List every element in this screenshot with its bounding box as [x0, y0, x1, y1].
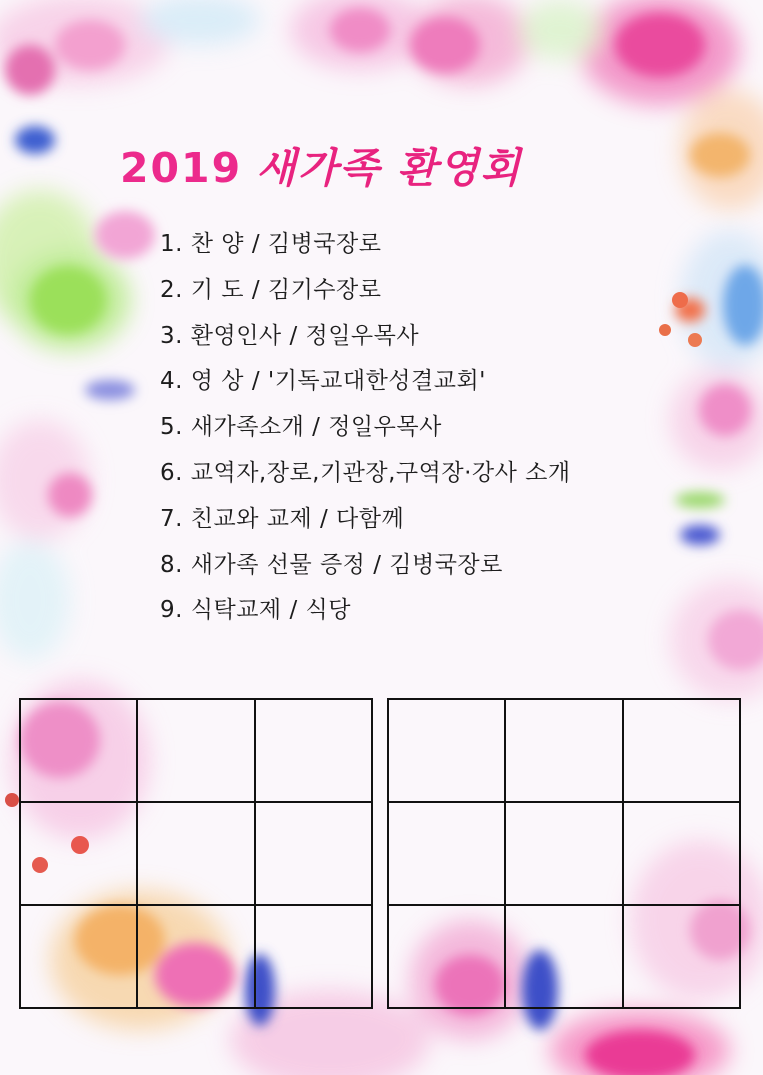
program-item: 7. 친교와 교제 / 다함께 — [160, 505, 405, 532]
program-item: 8. 새가족 선물 증정 / 김병국장로 — [160, 551, 503, 578]
grid-row — [388, 699, 740, 802]
grid-cell — [388, 905, 505, 1008]
grid-cell — [20, 802, 137, 905]
grid-cell — [137, 802, 254, 905]
grid-cell — [623, 699, 740, 802]
program-list — [160, 222, 571, 634]
grid-cell — [255, 699, 372, 802]
grid-cell — [623, 802, 740, 905]
program-item: 6. 교역자,장로,기관장,구역장·강사 소개 — [160, 459, 571, 486]
grid-cell — [623, 905, 740, 1008]
page-title — [120, 138, 640, 198]
grid-row — [388, 802, 740, 905]
photo-grid-right — [387, 698, 741, 1009]
grid-cell — [388, 802, 505, 905]
grid-cell — [137, 699, 254, 802]
title-year: 2019 — [120, 144, 243, 192]
grid-cell — [255, 802, 372, 905]
grid-row — [388, 905, 740, 1008]
grid-cell — [137, 905, 254, 1008]
program-item: 5. 새가족소개 / 정일우목사 — [160, 414, 442, 441]
grid-cell — [255, 905, 372, 1008]
grid-cell — [20, 699, 137, 802]
grid-row — [20, 699, 372, 802]
grid-row — [20, 802, 372, 905]
grid-cell — [388, 699, 505, 802]
grid-cell — [505, 699, 622, 802]
program-item: 3. 환영인사 / 정일우목사 — [160, 322, 420, 349]
program-item: 1. 찬 양 / 김병국장로 — [160, 231, 382, 257]
grid-cell — [505, 802, 622, 905]
title-event-name: 새가족 환영회 — [256, 144, 523, 192]
program-item: 4. 영 상 / '기독교대한성결교회' — [160, 368, 486, 395]
grid-cell — [20, 905, 137, 1008]
program-item: 9. 식탁교제 / 식당 — [160, 597, 351, 624]
grid-cell — [505, 905, 622, 1008]
grid-row — [20, 905, 372, 1008]
program-item: 2. 기 도 / 김기수장로 — [160, 276, 382, 303]
photo-grid-left — [19, 698, 373, 1009]
